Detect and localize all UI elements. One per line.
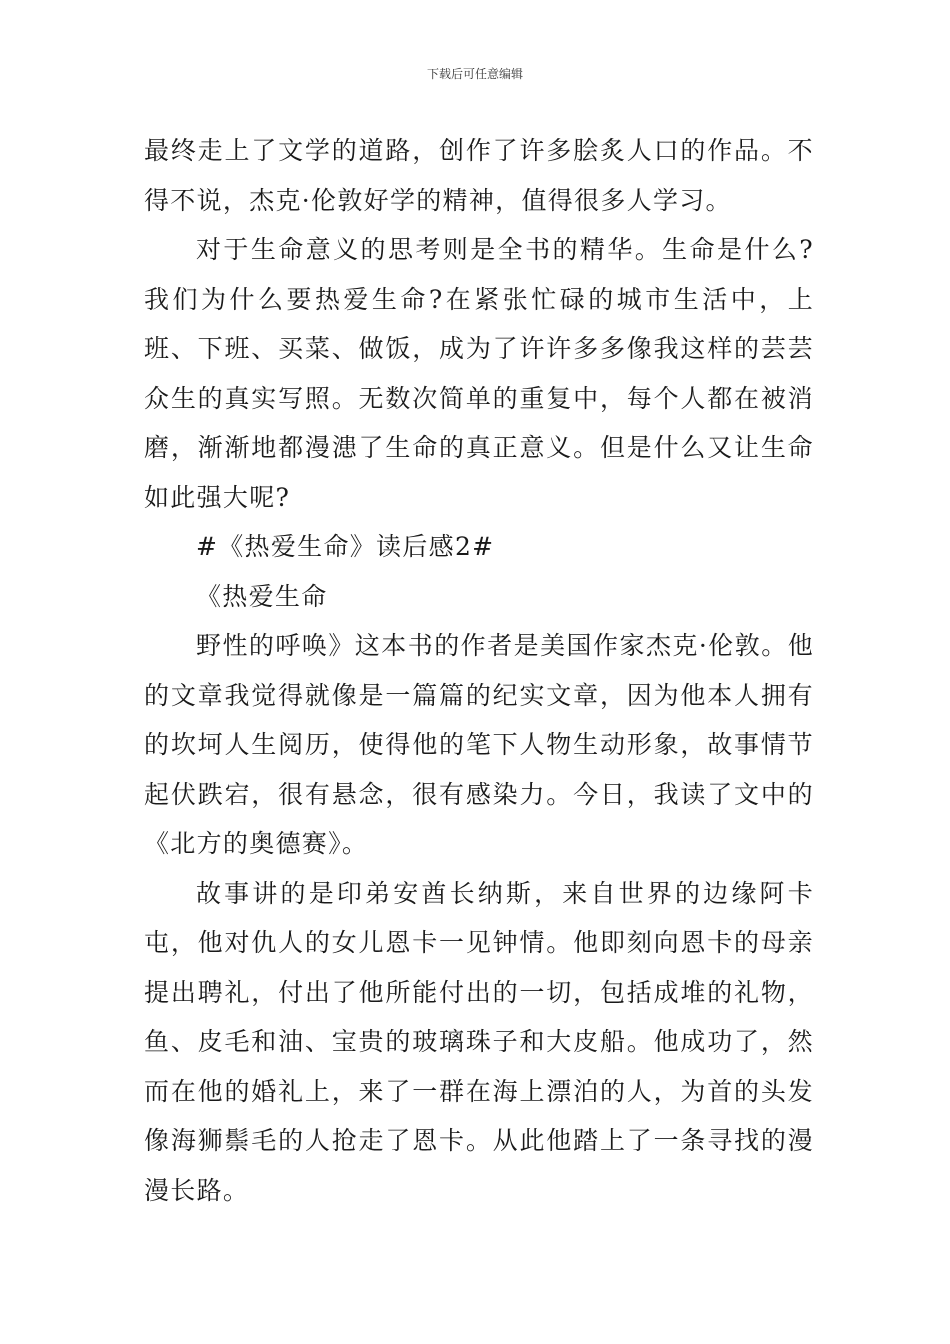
section-heading: #《热爱生命》读后感2# [196,532,495,561]
book-title-line: 《热爱生命 [196,581,328,611]
document-body [144,126,814,1215]
paragraph-continuation: 最终走上了文学的道路，创作了许多脍炙人口的作品。不得不说，杰克·伦敦好学的精神，值得很多人学习。 [144,136,814,215]
page-header: 下载后可任意编辑 [426,67,523,81]
paragraph-story-summary: 故事讲的是印弟安酋长纳斯，来自世界的边缘阿卡屯，他对仇人的女儿恩卡一见钟情。他即刻向恩卡的母亲提出聘礼，付出了他所能付出的一切，包括成堆的礼物，鱼、皮毛和油、宝贵的玻璃珠子和大皮船。他成功了，然而在他的婚礼上，来了一群在海上漂泊的人，为首的头发像海狮鬃毛的人抢走了恩卡。从此他踏上了一条寻找的漫漫长路。 [144,878,814,1205]
paragraph-author-intro: 野性的呼唤》这本书的作者是美国作家杰克·伦敦。他的文章我觉得就像是一篇篇的纪实文章，因为他本人拥有的坎坷人生阅历，使得他的笔下人物生动形象，故事情节起伏跌宕，很有悬念，很有感染力。今日，我读了文中的《北方的奥德赛》。 [144,631,814,858]
paragraph-meaning-of-life: 对于生命意义的思考则是全书的精华。生命是什么?我们为什么要热爱生命?在紧张忙碌的城市生活中，上班、下班、买菜、做饭，成为了许许多多像我这样的芸芸众生的真实写照。无数次简单的重复中，每个人都在被消磨，渐渐地都漫漶了生命的真正意义。但是什么又让生命如此强大呢? [144,235,814,512]
